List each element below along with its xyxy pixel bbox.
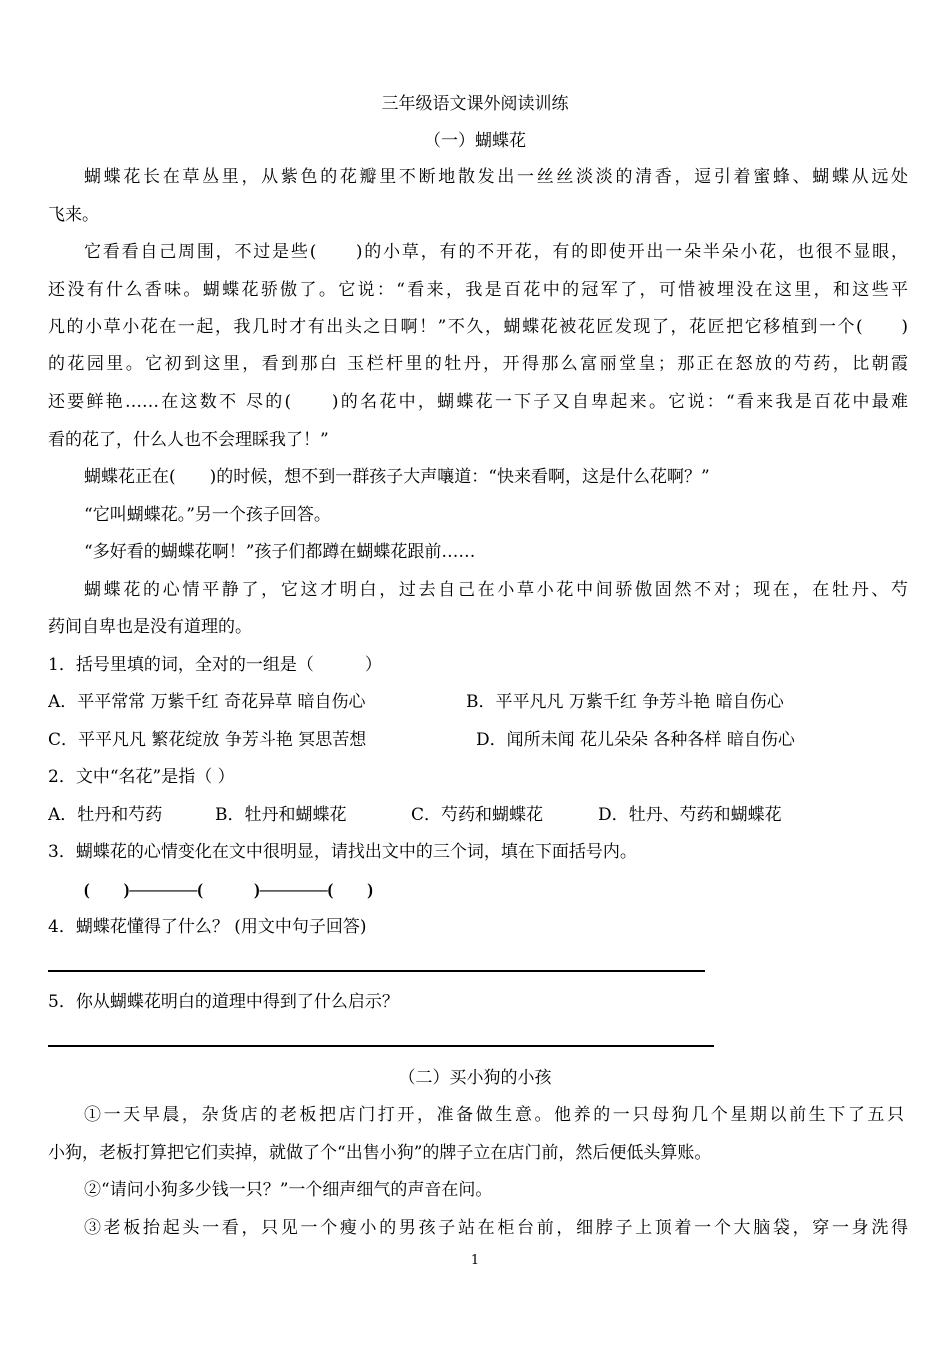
paragraph-line: 药间自卑也是没有道理的。: [48, 617, 252, 637]
paragraph-line: ②“请问小狗多少钱一只？”一个细声细气的声音在问。: [84, 1180, 493, 1200]
paragraph-line: 飞来。: [48, 205, 99, 225]
page-number: 1: [470, 1253, 480, 1268]
question-4: 4．蝴蝶花懂得了什么？ (用文中句子回答): [48, 917, 367, 937]
paragraph-line: 凡的小草小花在一起，我几时才有出头之日啊！”不久，蝴蝶花被花匠发现了，花匠把它移植到一个( ): [48, 317, 908, 337]
q5-answer-line: [48, 1045, 714, 1047]
paragraph-line: 蝴蝶花的心情平静了，它这才明白，过去自己在小草小花中间骄傲固然不对；现在，在牡丹、芍: [84, 580, 908, 600]
document-title: 三年级语文课外阅读训练: [381, 94, 569, 114]
paragraph-line: ①一天早晨，杂货店的老板把店门打开，准备做生意。他养的一只母狗几个星期以前生下了五只: [84, 1105, 904, 1125]
section-title-1: （一）蝴蝶花: [424, 131, 526, 151]
paragraph-line: 蝴蝶花正在( )的时候，想不到一群孩子大声嚷道：“快来看啊，这是什么花啊？”: [84, 467, 710, 487]
paragraph-line: 的花园里。它初到这里，看到那白 玉栏杆里的牡丹，开得那么富丽堂皇；那正在怒放的芍药，比朝霞: [48, 354, 908, 374]
q2-option-c: C．芍药和蝴蝶花: [411, 805, 544, 825]
paragraph-line: ③老板抬起头一看，只见一个瘦小的男孩子站在柜台前，细脖子上顶着一个大脑袋，穿一身洗得: [84, 1218, 908, 1238]
paragraph-line: 还没有什么香味。蝴蝶花骄傲了。它说：“看来，我是百花中的冠军了，可惜被埋没在这里，和这些平: [48, 280, 908, 300]
paragraph-line: 看的花了，什么人也不会理睬我了！”: [48, 430, 329, 450]
q2-option-a: A．牡丹和芍药: [48, 805, 163, 825]
paragraph-line: “它叫蝴蝶花。”另一个孩子回答。: [84, 505, 331, 525]
paragraph-line: 小狗，老板打算把它们卖掉，就做了个“出售小狗”的牌子立在店门前，然后便低头算账。: [48, 1143, 712, 1163]
q3-answer-blanks: ( )————( )————( ): [84, 880, 373, 899]
q1-option-d: D．闻所未闻 花儿朵朵 各种各样 暗自伤心: [476, 730, 795, 750]
question-2: 2．文中“名花”是指（ ）: [48, 767, 235, 787]
q4-answer-line: [48, 970, 705, 972]
paragraph-line: 它看看自己周围，不过是些( )的小草，有的不开花，有的即使开出一朵半朵小花，也很不显眼，: [84, 242, 908, 262]
question-3: 3．蝴蝶花的心情变化在文中很明显，请找出文中的三个词，填在下面括号内。: [48, 842, 637, 862]
q1-option-c: C．平平凡凡 繁花绽放 争芳斗艳 冥思苦想: [48, 730, 367, 750]
section-title-2: （二）买小狗的小孩: [398, 1068, 552, 1088]
paragraph-line: 还要鲜艳……在这数不 尽的( )的名花中，蝴蝶花一下子又自卑起来。它说：“看来我是百花中最难: [48, 392, 908, 412]
q1-option-b: B．平平凡凡 万紫千红 争芳斗艳 暗自伤心: [466, 692, 784, 712]
q2-option-d: D．牡丹、芍药和蝴蝶花: [598, 805, 782, 825]
paragraph-line: 蝴蝶花长在草丛里，从紫色的花瓣里不断地散发出一丝丝淡淡的清香，逗引着蜜蜂、蝴蝶从远处: [84, 167, 908, 187]
q1-option-a: A．平平常常 万紫千红 奇花异草 暗自伤心: [48, 692, 366, 712]
question-5: 5．你从蝴蝶花明白的道理中得到了什么启示？: [48, 992, 399, 1012]
question-1: 1．括号里填的词，全对的一组是（ ）: [48, 655, 382, 675]
paragraph-line: “多好看的蝴蝶花啊！”孩子们都蹲在蝴蝶花跟前……: [84, 542, 476, 562]
q2-option-b: B．牡丹和蝴蝶花: [215, 805, 347, 825]
